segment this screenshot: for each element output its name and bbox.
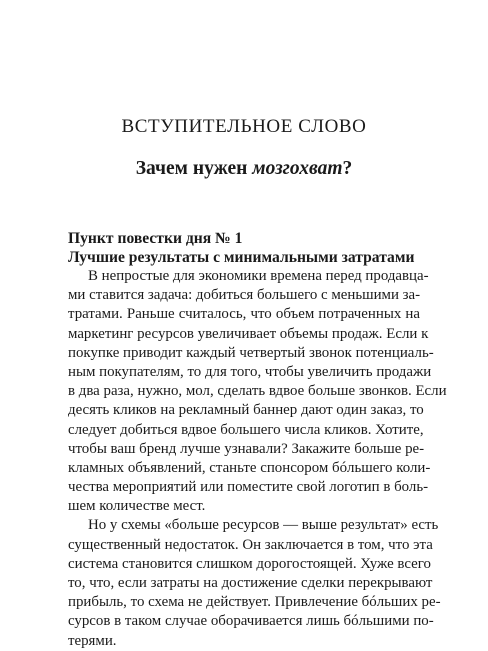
subtitle-prefix: Зачем нужен [135,158,253,179]
text-line: десять кликов на рекламный баннер дают один заказ, то [68,402,424,419]
text-line: чтобы ваш бренд лучше узнавали? Закажите больше ре- [68,440,425,457]
text-line: кламных объявлений, станьте спонсором бóльшего коли- [68,459,431,476]
text-line: ным покупателям, то для того, чтобы увеличить продажи [68,363,432,380]
text-line: тратами. Раньше считалось, что объем потраченных на [68,306,420,323]
text-line: то, что, если затраты на достижение сделки перекрывают [68,575,433,591]
chapter-title: ВСТУПИТЕЛЬНОЕ СЛОВО [121,116,367,137]
text-line: маркетинг ресурсов увеличивает объемы продаж. Если к [68,325,429,342]
text-line: сурсов в таком случае оборачивается лишь бóльшими по- [68,613,434,630]
text-line: В непростые для экономики времена перед продавца- [88,268,429,284]
section-heading [68,229,448,267]
text-line: покупке приводит каждый четвертый звонок потенциаль- [68,344,434,361]
subtitle-emphasis: мозгохват [252,158,343,179]
section-heading-line-2: Лучшие результаты с минимальными затратами [68,249,415,266]
text-line: терями. [68,632,117,649]
body-text [68,267,447,651]
text-line: шем количестве мест. [68,498,206,515]
text-line: система становится слишком дорогостоящей. Хуже всего [68,555,431,572]
section-heading-line-1: Пункт повестки дня № 1 [68,230,243,247]
chapter-subtitle [0,158,488,180]
text-line: следует добиться вдвое большего числа кликов. Хотите, [68,421,424,438]
text-line: в два раза, нужно, мол, сделать вдвое больше звонков. Если [68,383,447,400]
text-line: прибыль, то схема не действует. Привлечение бóльших ре- [68,594,441,611]
paragraph-2 [68,516,441,650]
paragraph-1 [68,267,447,516]
text-line: существенный недостаток. Он заключается в том, что эта [68,536,433,553]
text-line: Но у схемы «больше ресурсов — выше результат» есть [88,517,439,534]
text-line: ми ставится задача: добиться большего с меньшими за- [68,287,421,304]
subtitle-suffix: ? [342,158,353,179]
text-line: чества мероприятий или поместите свой логотип в боль- [68,479,429,496]
